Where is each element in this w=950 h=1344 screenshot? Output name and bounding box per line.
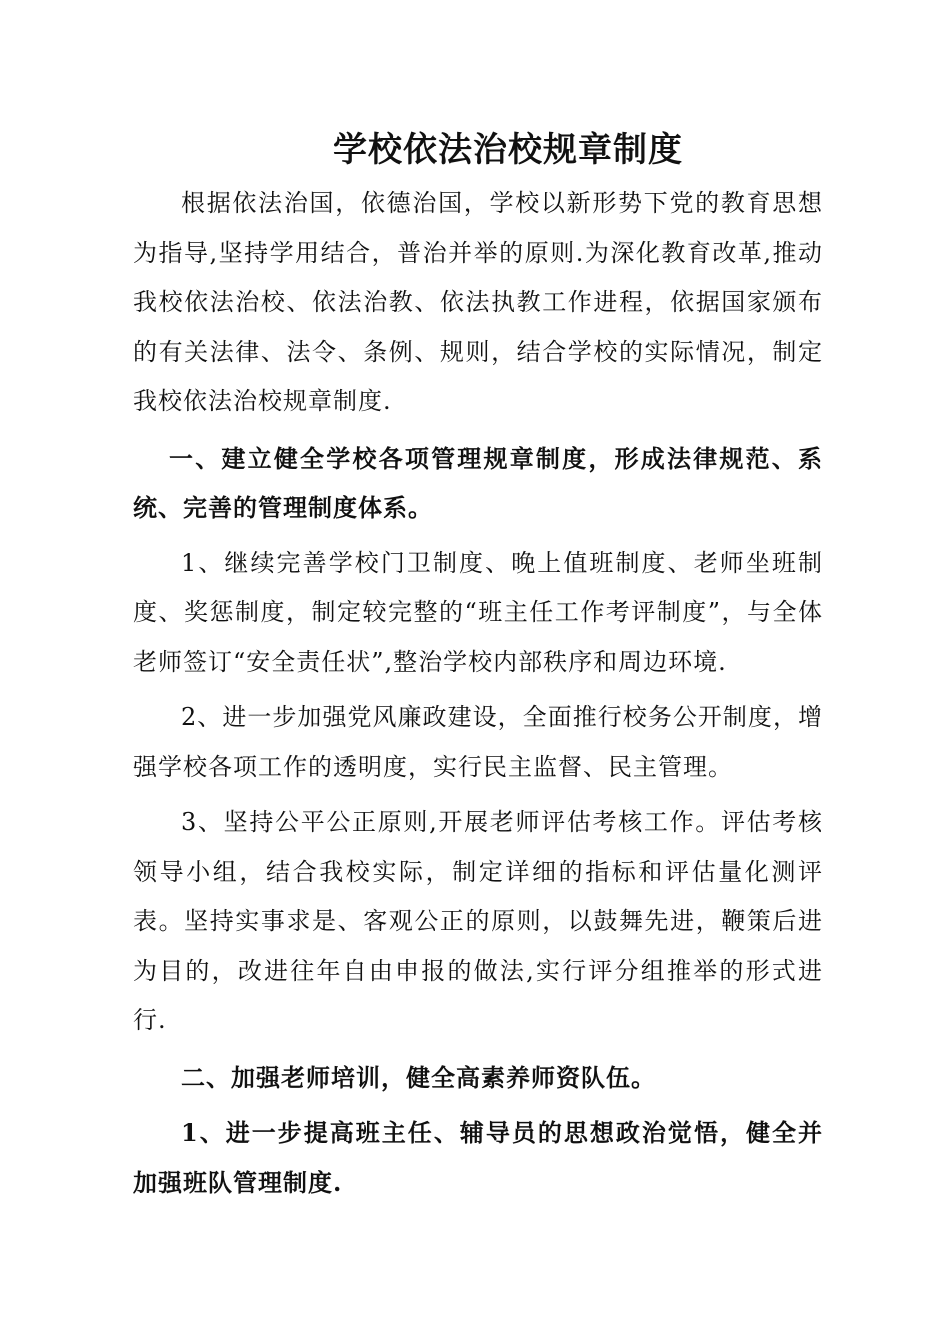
section-1-item-3: 3、坚持公平公正原则,开展老师评估考核工作。评估考核领导小组，结合我校实际，制定详细的指标和评估量化测评表。坚持实事求是、客观公正的原则，以鼓舞先进，鞭策后进为目的，改进往年自由申报的做法,实行评分组推举的形式进行. — [133, 808, 823, 1034]
section-2-heading: 二、加强老师培训，健全高素养师资队伍。 — [181, 1062, 656, 1092]
section-1-item-1: 1、继续完善学校门卫制度、晚上值班制度、老师坐班制度、奖惩制度，制定较完整的“班主任工作考评制度”，与全体老师签订“安全责任状”,整治学校内部秩序和周边环境. — [133, 548, 823, 676]
document-page — [133, 128, 823, 1207]
intro-paragraph: 根据依法治国，依德治国，学校以新形势下党的教育思想为指导,坚持学用结合，普治并举的原则.为深化教育改革,推动我校依法治校、依法治教、依法执教工作进程，依据国家颁布的有关法律、法令、条例、规则，结合学校的实际情况，制定我校依法治校规章制度. — [133, 189, 823, 415]
document-title: 学校依法治校规章制度 — [333, 130, 683, 170]
section-1-item-2: 2、进一步加强党风廉政建设，全面推行校务公开制度，增强学校各项工作的透明度，实行民主监督、民主管理。 — [133, 703, 823, 781]
section-2-item-1: 1、进一步提高班主任、辅导员的思想政治觉悟，健全并加强班队管理制度. — [133, 1118, 823, 1197]
section-1-heading: 一、建立健全学校各项管理规章制度，形成法律规范、系统、完善的管理制度体系。 — [133, 443, 823, 522]
